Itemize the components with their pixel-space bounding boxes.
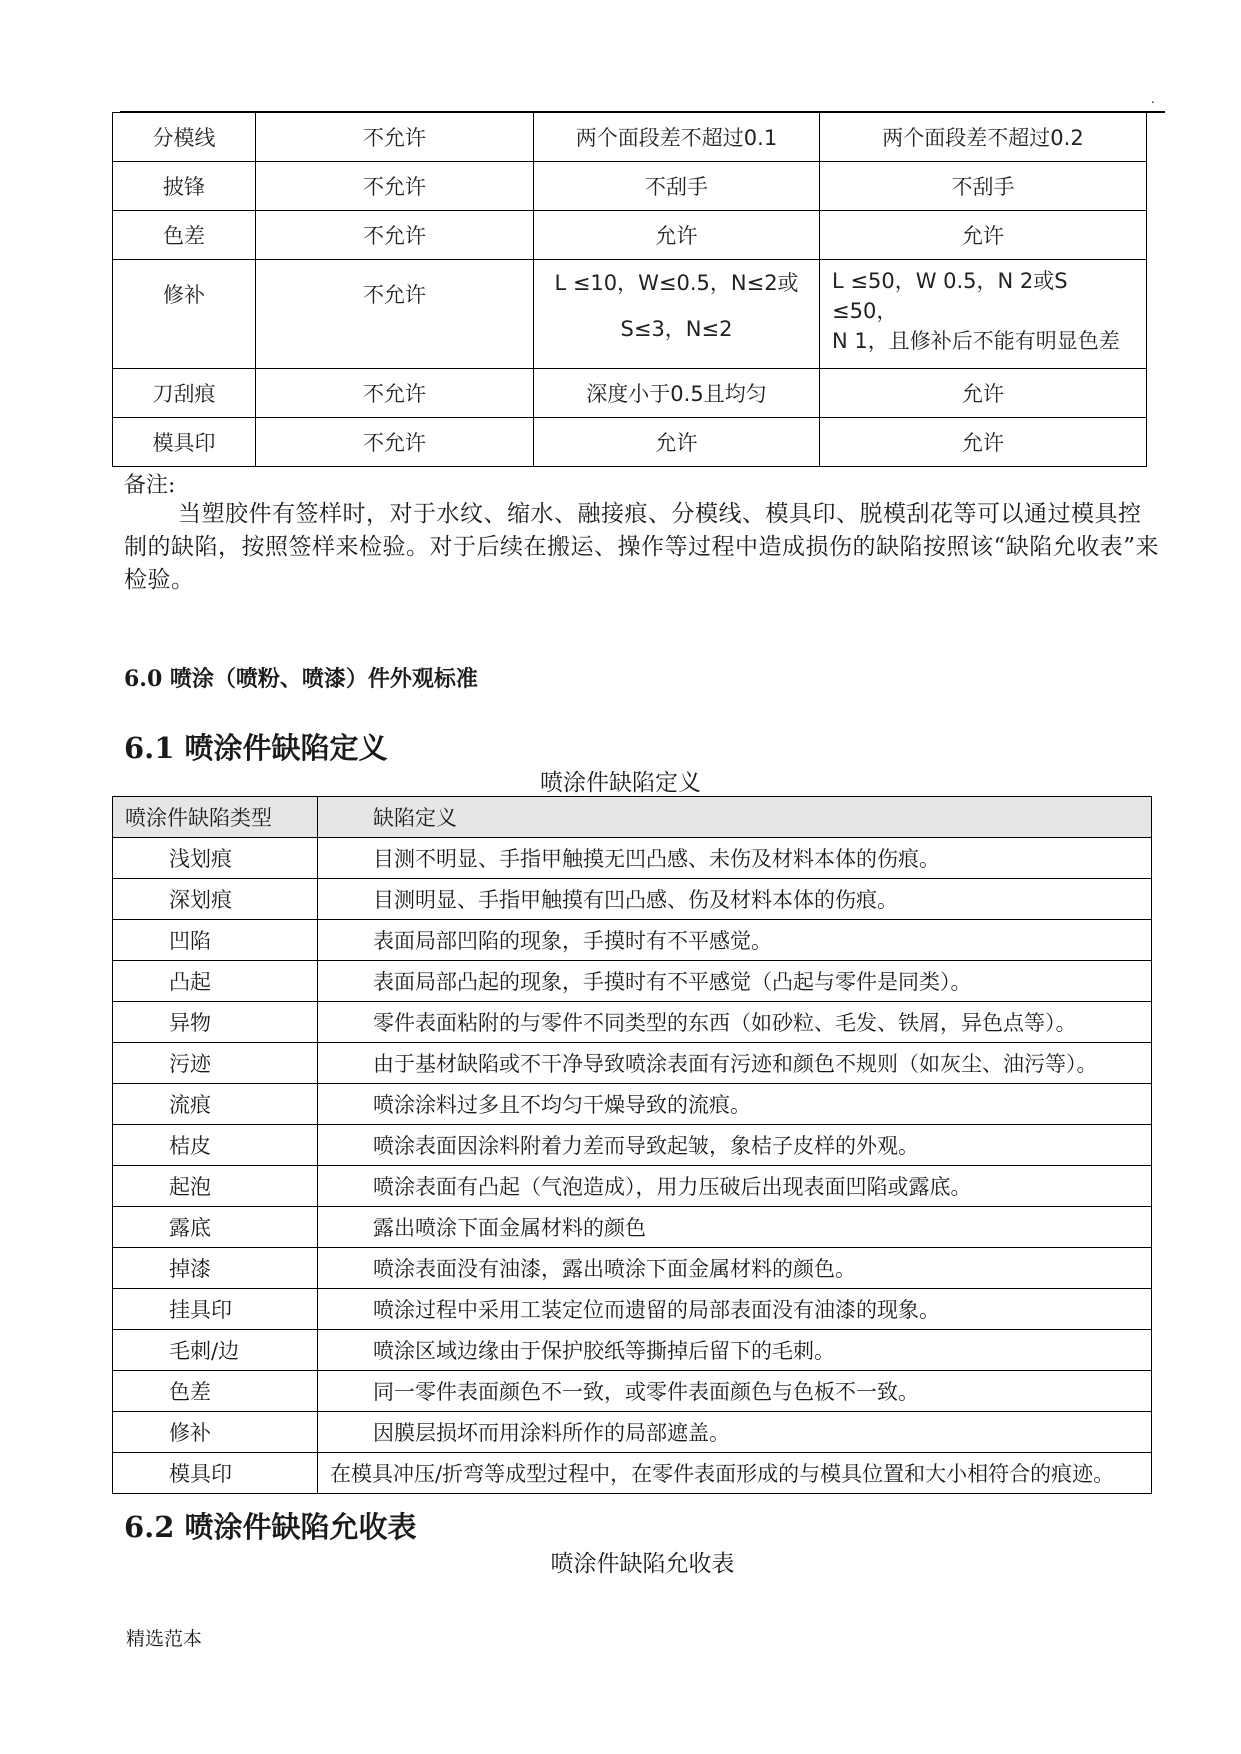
table-row: [113, 1125, 1152, 1166]
section-heading-6-2: 6.2 喷涂件缺陷允收表: [124, 1510, 417, 1544]
table-cell: 披锋: [113, 162, 256, 211]
table-row: [113, 1002, 1152, 1043]
table-cell: 不刮手: [820, 162, 1147, 211]
defect-type-cell: 露底: [113, 1207, 318, 1248]
table-row: [113, 211, 1147, 260]
section-heading-6-1: 6.1 喷涂件缺陷定义: [124, 731, 388, 765]
table-row: [113, 1248, 1152, 1289]
defect-type-cell: 凹陷: [113, 920, 318, 961]
table-cell: 允许: [534, 211, 820, 260]
table-caption-defect-definition: 喷涂件缺陷定义: [540, 770, 701, 796]
note-paragraph: 当塑胶件有签样时，对于水纹、缩水、融接痕、分模线、模具印、脱模刮花等可以通过模具控制的缺陷，按照签样来检验。对于后续在搬运、操作等过程中造成损伤的缺陷按照该“缺陷允收表”来检验。: [124, 501, 1160, 593]
defect-type-cell: 浅划痕: [113, 838, 318, 879]
table-cell: 允许: [820, 211, 1147, 260]
cell-line: L ≤10，W≤0.5，N≤2或: [554, 271, 799, 295]
table-row: [113, 961, 1152, 1002]
table-row: [113, 1166, 1152, 1207]
defect-definition-cell: 喷涂过程中采用工装定位而遗留的局部表面没有油漆的现象。: [318, 1289, 1152, 1330]
table-cell: 分模线: [113, 113, 256, 162]
table-row: [113, 418, 1147, 467]
table-cell: 不允许: [256, 260, 534, 369]
defect-definition-cell: 表面局部凹陷的现象，手摸时有不平感觉。: [318, 920, 1152, 961]
table-header-row: [113, 797, 1152, 838]
defect-definition-cell: 喷涂区域边缘由于保护胶纸等撕掉后留下的毛刺。: [318, 1330, 1152, 1371]
defect-type-cell: 流痕: [113, 1084, 318, 1125]
defect-definition-cell: 同一零件表面颜色不一致，或零件表面颜色与色板不一致。: [318, 1371, 1152, 1412]
defect-type-cell: 色差: [113, 1371, 318, 1412]
table-row: [113, 1330, 1152, 1371]
table-cell: 两个面段差不超过0.1: [534, 113, 820, 162]
defect-definition-cell: 喷涂涂料过多且不均匀干燥导致的流痕。: [318, 1084, 1152, 1125]
table-cell: 不允许: [256, 162, 534, 211]
cell-line: S≤3，N≤2: [620, 317, 733, 341]
table-row: [113, 1207, 1152, 1248]
defect-definition-cell: 在模具冲压/折弯等成型过程中，在零件表面形成的与模具位置和大小相符合的痕迹。: [318, 1453, 1152, 1494]
table-cell: 允许: [534, 418, 820, 467]
table-cell: 模具印: [113, 418, 256, 467]
note-label: 备注:: [124, 473, 176, 498]
table-cell: [820, 260, 1147, 369]
cell-line: N 1，且修补后不能有明显色差: [832, 329, 1120, 353]
table-row: [113, 1289, 1152, 1330]
table-cell: 不允许: [256, 369, 534, 418]
table-cell: 色差: [113, 211, 256, 260]
defect-type-cell: 模具印: [113, 1453, 318, 1494]
table-row: [113, 260, 1147, 369]
defect-type-cell: 修补: [113, 1412, 318, 1453]
defect-type-cell: 深划痕: [113, 879, 318, 920]
table-caption-acceptance: 喷涂件缺陷允收表: [550, 1551, 735, 1577]
defect-definition-cell: 喷涂表面没有油漆，露出喷涂下面金属材料的颜色。: [318, 1248, 1152, 1289]
table-cell: 两个面段差不超过0.2: [820, 113, 1147, 162]
table-row: [113, 1043, 1152, 1084]
defect-type-cell: 桔皮: [113, 1125, 318, 1166]
table-cell: 允许: [820, 418, 1147, 467]
table-row: [113, 369, 1147, 418]
column-header-definition: 缺陷定义: [318, 797, 1152, 838]
table-cell: 允许: [820, 369, 1147, 418]
defect-type-cell: 起泡: [113, 1166, 318, 1207]
defect-type-cell: 毛刺/边: [113, 1330, 318, 1371]
plastic-defect-acceptance-table: [112, 112, 1147, 467]
table-row: [113, 1371, 1152, 1412]
page-corner-dot: .: [1151, 90, 1155, 106]
defect-type-cell: 挂具印: [113, 1289, 318, 1330]
defect-type-cell: 凸起: [113, 961, 318, 1002]
table-row: [113, 879, 1152, 920]
table-row: [113, 1412, 1152, 1453]
defect-type-cell: 掉漆: [113, 1248, 318, 1289]
table-row: [113, 1084, 1152, 1125]
defect-definition-cell: 表面局部凸起的现象，手摸时有不平感觉（凸起与零件是同类）。: [318, 961, 1152, 1002]
spray-defect-definition-table: [112, 796, 1152, 1494]
defect-definition-cell: 因膜层损坏而用涂料所作的局部遮盖。: [318, 1412, 1152, 1453]
defect-definition-cell: 由于基材缺陷或不干净导致喷涂表面有污迹和颜色不规则（如灰尘、油污等）。: [318, 1043, 1152, 1084]
defect-definition-cell: 目测不明显、手指甲触摸无凹凸感、未伤及材料本体的伤痕。: [318, 838, 1152, 879]
page-footer: 精选范本: [126, 1628, 203, 1650]
table-cell: 不允许: [256, 211, 534, 260]
table-cell: 刀刮痕: [113, 369, 256, 418]
defect-definition-cell: 喷涂表面有凸起（气泡造成），用力压破后出现表面凹陷或露底。: [318, 1166, 1152, 1207]
defect-definition-cell: 目测明显、手指甲触摸有凹凸感、伤及材料本体的伤痕。: [318, 879, 1152, 920]
defect-type-cell: 污迹: [113, 1043, 318, 1084]
table-row: [113, 162, 1147, 211]
defect-definition-cell: 零件表面粘附的与零件不同类型的东西（如砂粒、毛发、铁屑，异色点等）。: [318, 1002, 1152, 1043]
defect-definition-cell: 喷涂表面因涂料附着力差而导致起皱，象桔子皮样的外观。: [318, 1125, 1152, 1166]
column-header-type: 喷涂件缺陷类型: [113, 797, 318, 838]
table-cell: 不刮手: [534, 162, 820, 211]
section-heading-6-0: 6.0 喷涂（喷粉、喷漆）件外观标准: [124, 666, 478, 692]
table-cell: 不允许: [256, 113, 534, 162]
defect-definition-cell: 露出喷涂下面金属材料的颜色: [318, 1207, 1152, 1248]
table-cell: [534, 260, 820, 369]
table-row: [113, 838, 1152, 879]
defect-type-cell: 异物: [113, 1002, 318, 1043]
table-cell: 深度小于0.5且均匀: [534, 369, 820, 418]
table-cell: 修补: [113, 260, 256, 369]
cell-line: L ≤50，W 0.5，N 2或S ≤50，: [832, 269, 1068, 323]
table-row: [113, 113, 1147, 162]
table-cell: 不允许: [256, 418, 534, 467]
table-row: [113, 920, 1152, 961]
table-row: [113, 1453, 1152, 1494]
